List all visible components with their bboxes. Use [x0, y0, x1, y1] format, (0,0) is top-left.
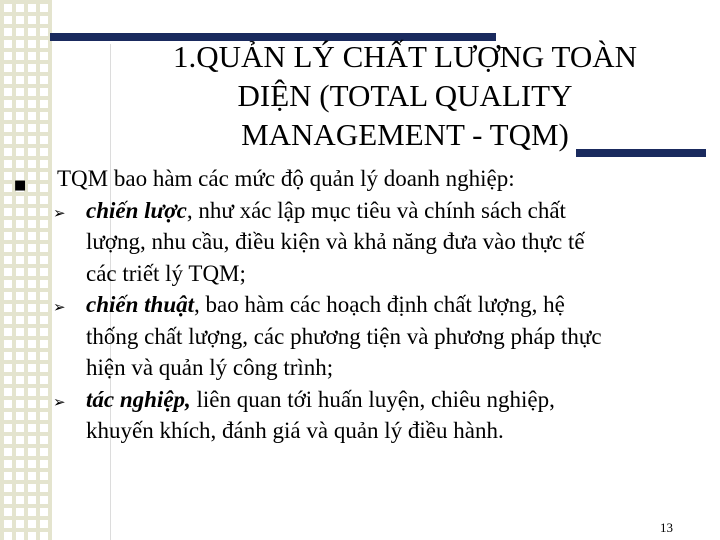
item-line: hiện và quản lý công trình; — [86, 355, 334, 380]
list-item — [14, 289, 714, 384]
intro-text: TQM bao hàm các mức độ quản lý doanh nghiệp: — [57, 166, 515, 191]
item-line: khuyến khích, đánh giá và quản lý điều hành. — [86, 418, 504, 443]
arrow-bullet-icon: ➢ — [53, 392, 66, 411]
bullet-intro — [14, 163, 714, 195]
item-line: thống chất lượng, các phương tiện và phương pháp thực — [86, 323, 602, 349]
title-line-1: 1.QUẢN LÝ CHẤT LƯỢNG TOÀN — [172, 39, 638, 74]
item-line — [86, 289, 714, 321]
title-line-3: MANAGEMENT - TQM) — [241, 117, 569, 152]
item-term: chiến lược — [86, 197, 187, 223]
list-item — [14, 195, 714, 290]
page-number: 13 — [660, 520, 673, 535]
slide-title — [110, 37, 700, 154]
item-term: chiến thuật — [86, 292, 195, 317]
item-term: tác nghiệp, — [86, 386, 191, 412]
item-line: lượng, nhu cầu, điều kiện và khả năng đưa vào thực tế — [86, 229, 585, 254]
item-text: , bao hàm các hoạch định chất lượng, hệ — [194, 292, 565, 317]
arrow-bullet-icon: ➢ — [53, 298, 66, 316]
item-line — [86, 384, 714, 416]
list-item — [14, 384, 714, 447]
arrow-bullet-icon: ➢ — [53, 203, 66, 222]
item-line: các triết lý TQM; — [86, 260, 246, 286]
title-line-2: DIỆN (TOTAL QUALITY — [237, 78, 573, 113]
slide-body — [14, 163, 714, 447]
item-line — [86, 195, 714, 227]
square-bullet-icon: ■ — [14, 178, 27, 193]
item-text: , như xác lập mục tiêu và chính sách chất — [186, 197, 566, 223]
item-text: liên quan tới huấn luyện, chiêu nghiệp, — [190, 386, 555, 412]
